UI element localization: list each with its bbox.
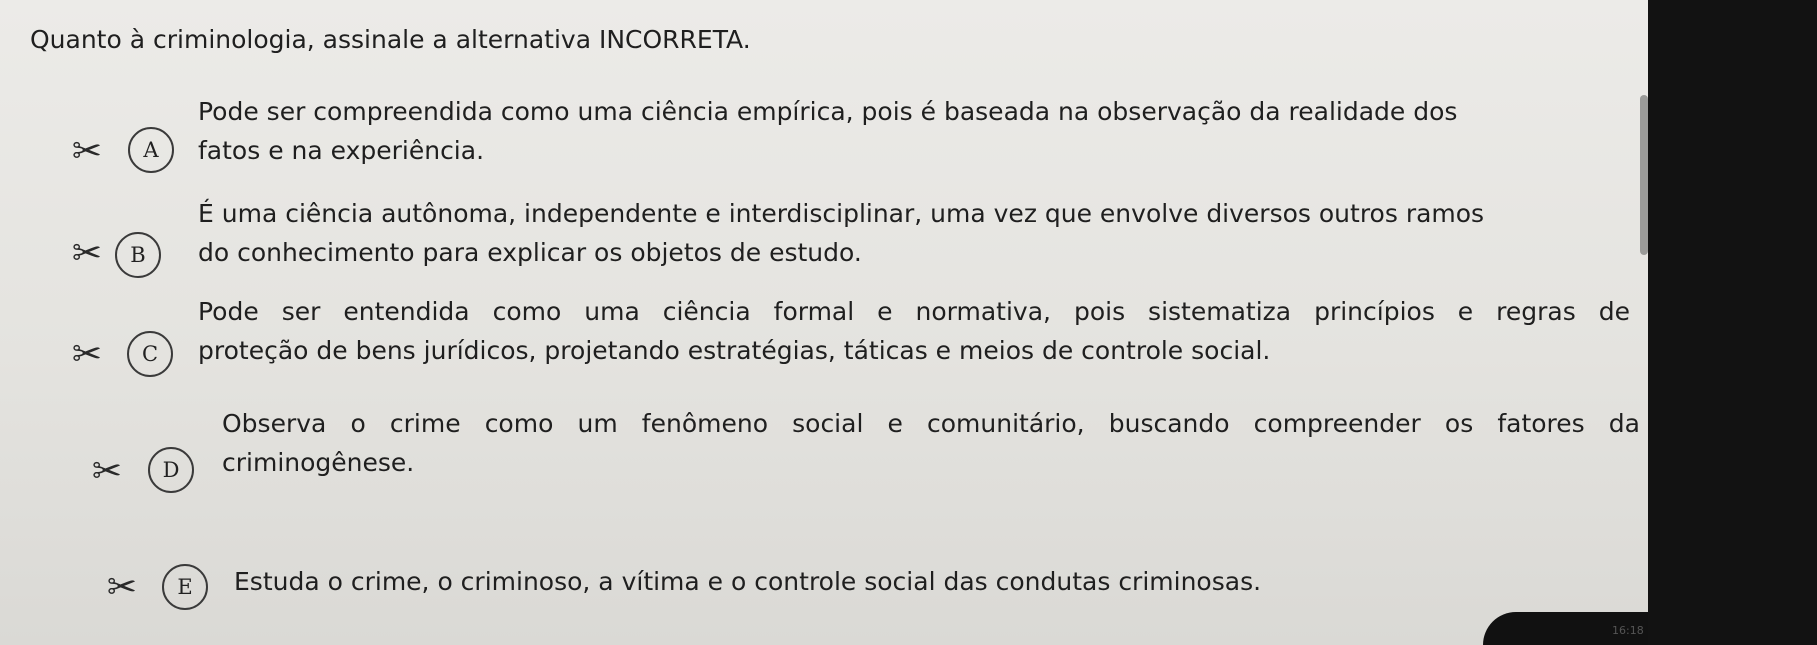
scrollbar[interactable] bbox=[1640, 95, 1648, 255]
option-a[interactable] bbox=[0, 97, 1640, 190]
option-c-text bbox=[198, 292, 1630, 370]
option-d-line-1: Observa o crime como um fenômeno social e comunitário, buscando compreender os fatores da bbox=[222, 409, 1640, 438]
scissors-icon[interactable]: ✂ bbox=[71, 334, 103, 375]
scissors-icon[interactable]: ✂ bbox=[91, 451, 123, 492]
option-letter-e[interactable]: E bbox=[162, 564, 208, 610]
clock: 16:18 bbox=[1612, 624, 1644, 637]
option-a-line-1: Pode ser compreendida como uma ciência empírica, pois é baseada na observação da realidade dos bbox=[198, 97, 1458, 126]
option-b[interactable] bbox=[0, 199, 1640, 292]
scissors-icon[interactable]: ✂ bbox=[106, 567, 138, 608]
option-letter-d[interactable]: D bbox=[148, 447, 194, 493]
option-d[interactable] bbox=[0, 410, 1640, 500]
option-a-text bbox=[198, 92, 1457, 170]
option-c-line-2: proteção de bens jurídicos, projetando estratégias, táticas e meios de controle social. bbox=[198, 336, 1271, 365]
option-e[interactable] bbox=[0, 530, 1640, 620]
scissors-icon[interactable]: ✂ bbox=[71, 233, 103, 274]
option-c-line-1: Pode ser entendida como uma ciência formal e normativa, pois sistematiza princípios e regras de bbox=[198, 297, 1630, 326]
option-b-line-1: É uma ciência autônoma, independente e interdisciplinar, uma vez que envolve diversos outros ramos bbox=[198, 199, 1485, 228]
option-letter-a[interactable]: A bbox=[128, 127, 174, 173]
option-b-text bbox=[198, 194, 1484, 272]
option-letter-c[interactable]: C bbox=[127, 331, 173, 377]
monitor-bezel bbox=[1648, 0, 1817, 645]
option-d-line-2: criminogênese. bbox=[222, 448, 415, 477]
option-d-text bbox=[222, 404, 1640, 482]
option-c[interactable] bbox=[0, 297, 1640, 393]
option-e-text bbox=[234, 562, 1261, 601]
question-text: Quanto à criminologia, assinale a alternativa INCORRETA. bbox=[30, 25, 751, 54]
scissors-icon[interactable]: ✂ bbox=[71, 131, 103, 172]
option-letter-b[interactable]: B bbox=[115, 232, 161, 278]
option-e-line-1: Estuda o crime, o criminoso, a vítima e o controle social das condutas criminosas. bbox=[234, 567, 1262, 596]
option-b-line-2: do conhecimento para explicar os objetos de estudo. bbox=[198, 238, 862, 267]
option-a-line-2: fatos e na experiência. bbox=[198, 136, 485, 165]
